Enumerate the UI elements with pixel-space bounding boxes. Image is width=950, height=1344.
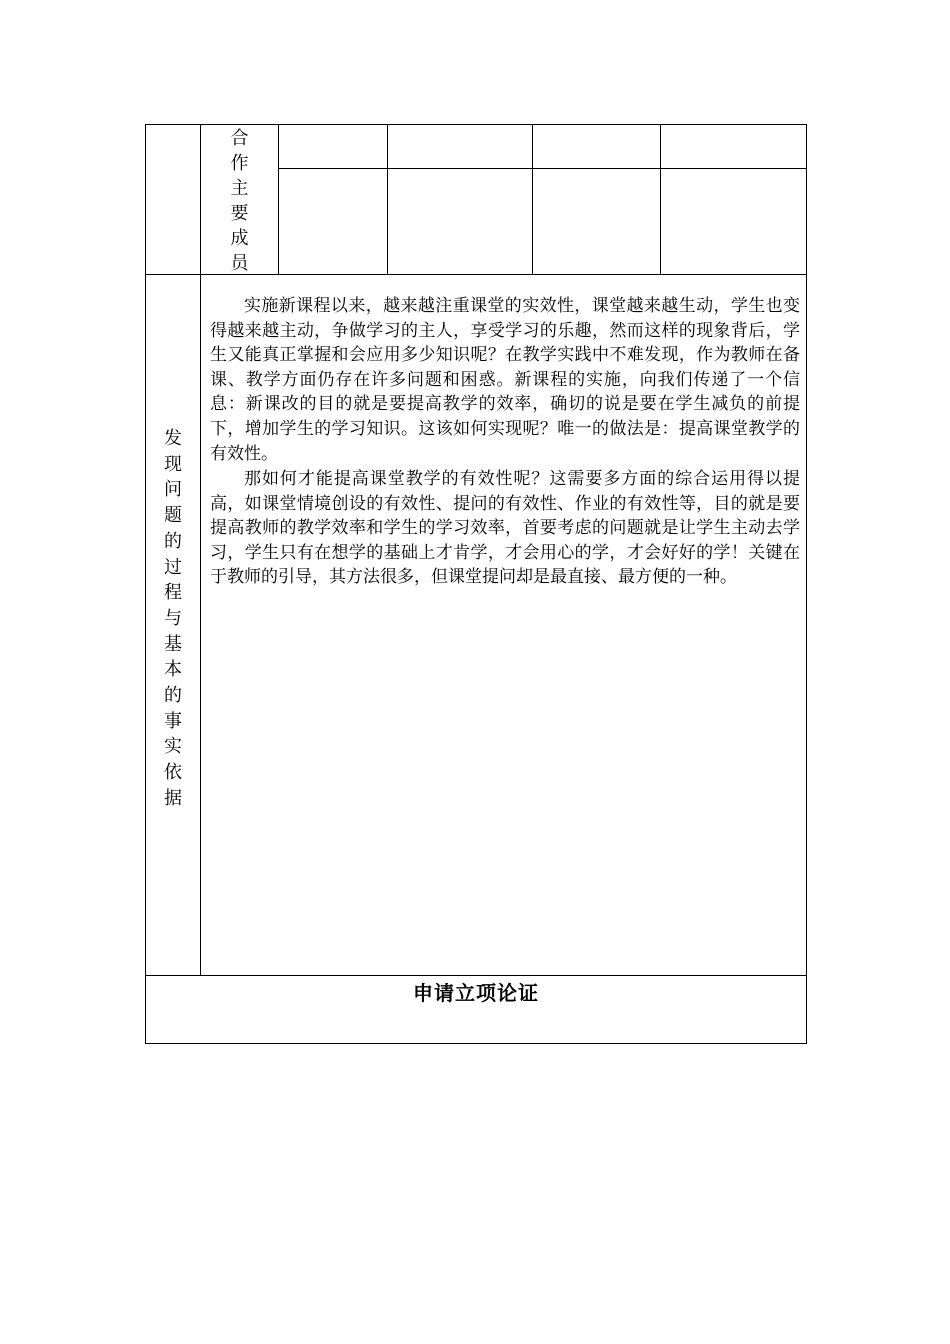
member-cell <box>533 170 659 273</box>
member-cell <box>279 170 386 273</box>
problem-paragraph-2: 那如何才能提高课堂教学的有效性呢？这需要多方面的综合运用得以提高，如课堂情境创设的有效性、提问的有效性、作业的有效性等，目的就是要提高教师的教学效率和学生的学习效率，首要考虑的问题就是让学生主动去学习，学生只有在想学的基础上才肯学，才会用心的学，才会好好的学！关键在于教师的引导，其方法很多，但课堂提问却是最直接、最方便的一种。 <box>210 469 800 588</box>
members-label: 合 作 主 要 成 员 <box>230 128 249 274</box>
section-heading: 申请立项论证 <box>413 981 539 1005</box>
member-cell <box>388 126 531 167</box>
member-cell <box>661 126 805 167</box>
member-cell <box>388 170 531 273</box>
member-cell <box>279 126 386 167</box>
member-cell <box>533 126 659 167</box>
problem-section-label: 发 现 问 题 的 过 程 与 基 本 的 事 实 依 据 <box>164 428 182 809</box>
divider-problem-bottom <box>146 975 806 976</box>
problem-paragraph-1: 实施新课程以来，越来越注重课堂的实效性，课堂越来越生动，学生也变得越来越主动，争做学习的主人，享受学习的乐趣，然而这样的现象背后，学生又能真正掌握和会应用多少知识呢？在教学实践中不难发现，作为教师在备课、教学方面仍存在许多问题和困惑。新课程的实施，向我们传递了一个信息：新课改的目的就是要提高教学的效率，确切的说是要在学生减负的前提下，增加学生的学习知识。这该如何实现呢？唯一的做法是：提高课堂教学的有效性。 <box>210 296 800 464</box>
member-cell <box>661 170 805 273</box>
divider-members-subrow <box>278 168 806 169</box>
